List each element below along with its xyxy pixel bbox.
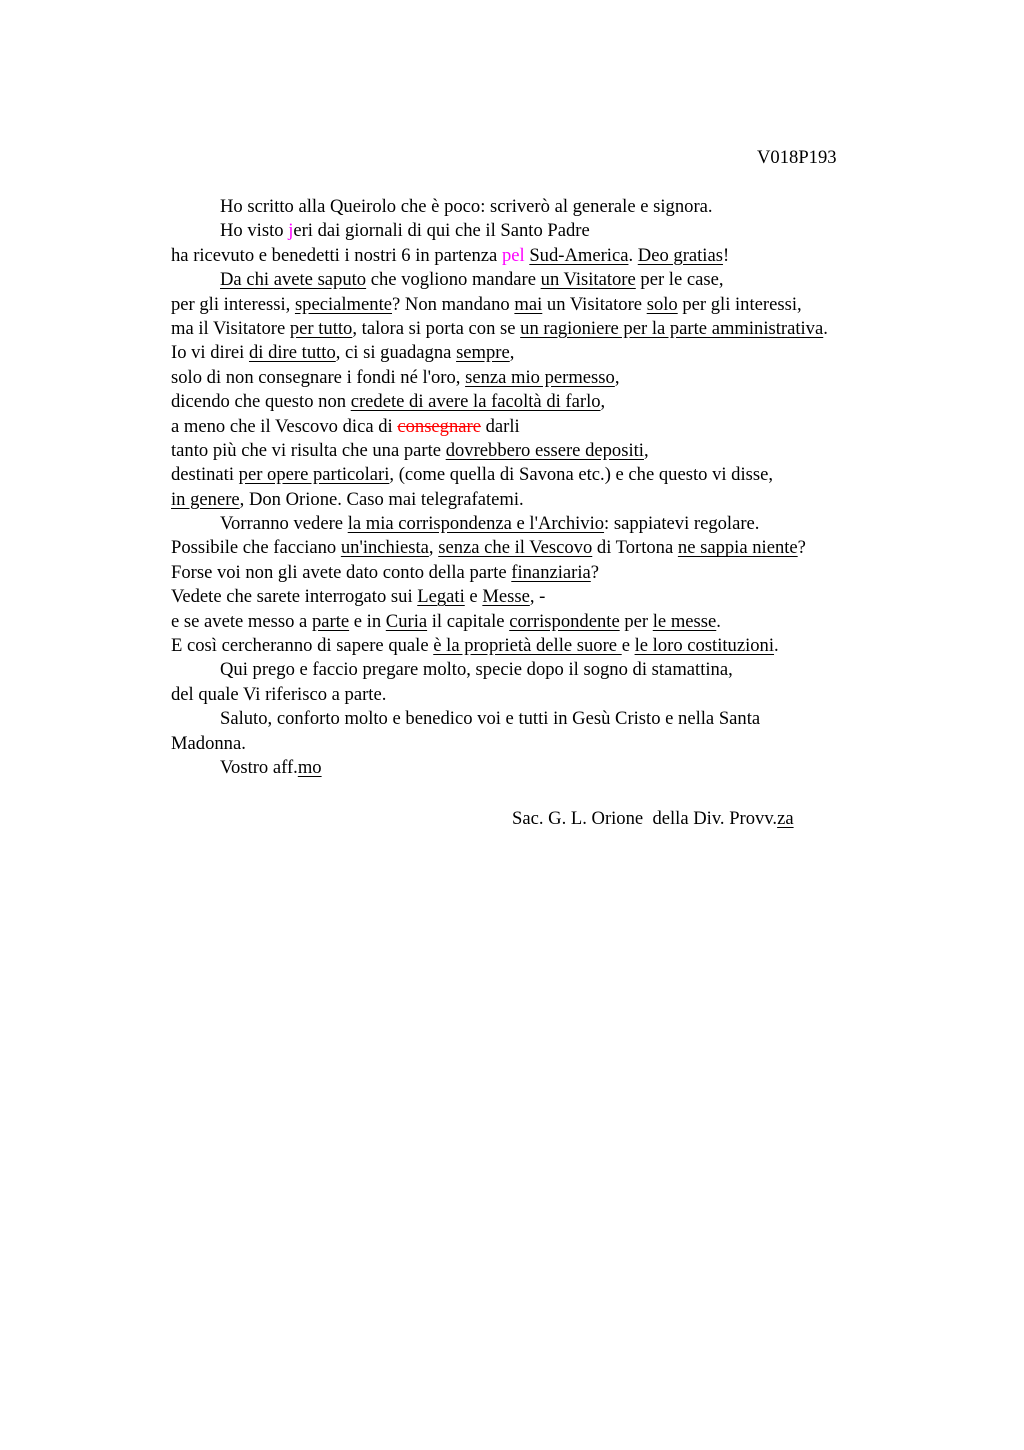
- text-segment: E così cercheranno di sapere quale: [171, 635, 434, 657]
- text-segment: ?: [797, 537, 806, 559]
- text-segment: eri dai giornali di qui che il Santo Padre: [293, 220, 590, 242]
- letter-line: [171, 635, 951, 659]
- text-segment: e se avete messo a: [171, 610, 312, 632]
- text-segment: il capitale: [427, 610, 510, 632]
- text-segment: .: [628, 244, 638, 266]
- text-segment: per: [619, 610, 653, 632]
- letter-line: [171, 562, 951, 586]
- underlined-text: un ragioniere per la parte amministrativa: [520, 317, 824, 339]
- letter-line: [171, 659, 951, 683]
- text-segment: ?: [590, 561, 600, 583]
- letter-line: [171, 342, 951, 366]
- text-segment: ,: [509, 342, 515, 364]
- underlined-text: le loro costituzioni: [634, 635, 775, 657]
- text-segment: , (come quella di Savona etc.) e che questo vi disse,: [389, 464, 774, 486]
- text-segment: per le case,: [635, 269, 724, 291]
- underlined-text: parte: [311, 610, 350, 632]
- text-segment: ma il Visitatore: [171, 317, 290, 339]
- letter-line: [171, 294, 951, 318]
- text-segment: per gli interessi,: [677, 293, 802, 315]
- letter-line: [171, 269, 951, 293]
- text-segment: Possibile che facciano: [171, 537, 341, 559]
- letter-line: [171, 196, 951, 220]
- underlined-text: ne sappia niente: [677, 537, 798, 559]
- letter-line: [171, 245, 951, 269]
- text-segment: ,: [643, 439, 649, 461]
- text-segment: e: [464, 586, 483, 608]
- letter-line: [171, 220, 951, 244]
- text-segment: ha ricevuto e benedetti i nostri 6 in partenza: [171, 244, 502, 266]
- underlined-text: le messe: [652, 610, 717, 632]
- text-segment: tanto più che vi risulta che una parte: [171, 439, 446, 461]
- text-segment: : sappiatevi regolare.: [604, 513, 760, 535]
- letter-line: [171, 367, 951, 391]
- letter-line: [171, 733, 951, 757]
- letter-line: [171, 513, 951, 537]
- underlined-text: Da chi avete saputo: [220, 269, 367, 291]
- text-segment: Qui prego e faccio pregare molto, specie dopo il sogno di stamattina,: [220, 659, 733, 681]
- text-segment: , -: [529, 586, 546, 608]
- signature: [512, 808, 794, 830]
- letter-line: [171, 586, 951, 610]
- underlined-text: un'inchiesta: [340, 537, 429, 559]
- underlined-text: Deo gratias: [637, 244, 723, 266]
- text-segment: e: [621, 635, 635, 657]
- text-segment: e in: [349, 610, 386, 632]
- underlined-text: Legati: [417, 586, 465, 608]
- text-segment: ,: [614, 366, 620, 388]
- underlined-text: solo: [646, 293, 678, 315]
- underlined-text: senza mio permesso: [465, 366, 615, 388]
- text-segment: ,: [600, 391, 606, 413]
- text-segment: .: [716, 610, 721, 632]
- text-segment: Vedete che sarete interrogato sui: [171, 586, 418, 608]
- highlighted-text: pel: [501, 244, 525, 266]
- text-segment: Vorranno vedere: [220, 513, 348, 535]
- text-segment: del quale Vi riferisco a parte.: [171, 683, 387, 705]
- letter-line: [171, 708, 951, 732]
- text-segment: Madonna.: [171, 732, 246, 754]
- text-segment: darli: [480, 415, 520, 437]
- text-segment: destinati: [171, 464, 239, 486]
- text-segment: solo di non consegnare i fondi né l'oro,: [171, 366, 466, 388]
- underlined-text: senza che il Vescovo: [438, 537, 593, 559]
- underlined-text: Curia: [385, 610, 428, 632]
- text-segment: .: [774, 635, 779, 657]
- letter-line: [171, 440, 951, 464]
- page-id: V018P193: [757, 147, 837, 168]
- struck-through-text: consegnare: [397, 415, 481, 437]
- text-segment: per gli interessi,: [171, 293, 295, 315]
- underlined-text: la mia corrispondenza e l'Archivio: [347, 513, 605, 535]
- letter-line: [171, 684, 951, 708]
- underlined-text: per tutto: [289, 317, 353, 339]
- text-segment: che vogliono mandare: [366, 269, 541, 291]
- text-segment: Saluto, conforto molto e benedico voi e tutti in Gesù Cristo e nella Santa: [220, 708, 761, 730]
- underlined-text: mai: [514, 293, 543, 315]
- underlined-text: corrispondente: [509, 610, 620, 632]
- text-segment: Forse voi non gli avete dato conto della parte: [171, 561, 512, 583]
- highlighted-text: j: [288, 220, 294, 242]
- letter-line: [171, 757, 951, 781]
- letter-line: [171, 611, 951, 635]
- underlined-text: un Visitatore: [540, 269, 636, 291]
- signature-text: Sac. G. L. Orione della Div. Provv.: [512, 808, 778, 829]
- text-segment: , Don Orione. Caso mai telegrafatemi.: [239, 488, 524, 510]
- underlined-text: credete di avere la facoltà di farlo: [350, 391, 601, 413]
- underlined-text: specialmente: [294, 293, 392, 315]
- text-segment: dicendo che questo non: [171, 391, 351, 413]
- text-segment: a meno che il Vescovo dica di: [171, 415, 398, 437]
- text-segment: ? Non mandano: [392, 293, 515, 315]
- text-segment: Io vi direi: [171, 342, 249, 364]
- letter-line: [171, 489, 951, 513]
- underlined-text: di dire tutto: [248, 342, 336, 364]
- underlined-text: dovrebbero essere depositi: [445, 439, 644, 461]
- letter-line: [171, 537, 951, 561]
- underlined-text: mo: [297, 756, 322, 778]
- letter-line: [171, 416, 951, 440]
- text-segment: ,: [428, 537, 439, 559]
- text-segment: Vostro aff.: [220, 756, 298, 778]
- letter-body: [171, 196, 951, 781]
- text-segment: , talora si porta con se: [352, 317, 521, 339]
- letter-line: [171, 391, 951, 415]
- underlined-text: Sud-America: [529, 244, 629, 266]
- signature-abbrev-suffix: za: [777, 808, 794, 829]
- underlined-text: sempre: [456, 342, 510, 364]
- text-segment: !: [722, 244, 730, 266]
- text-segment: un Visitatore: [542, 293, 647, 315]
- text-segment: Ho scritto alla Queirolo che è poco: scriverò al generale e signora.: [220, 196, 713, 217]
- letter-line: [171, 464, 951, 488]
- underlined-text: Messe: [482, 586, 530, 608]
- text-segment: , ci si guadagna: [335, 342, 457, 364]
- underlined-text: in genere: [171, 488, 240, 510]
- text-segment: Ho visto: [220, 220, 289, 242]
- underlined-text: finanziaria: [511, 561, 591, 583]
- text-segment: di Tortona: [592, 537, 678, 559]
- underlined-text: è la proprietà delle suore: [433, 635, 622, 657]
- letter-line: [171, 318, 951, 342]
- underlined-text: per opere particolari: [238, 464, 390, 486]
- text-segment: .: [823, 317, 828, 339]
